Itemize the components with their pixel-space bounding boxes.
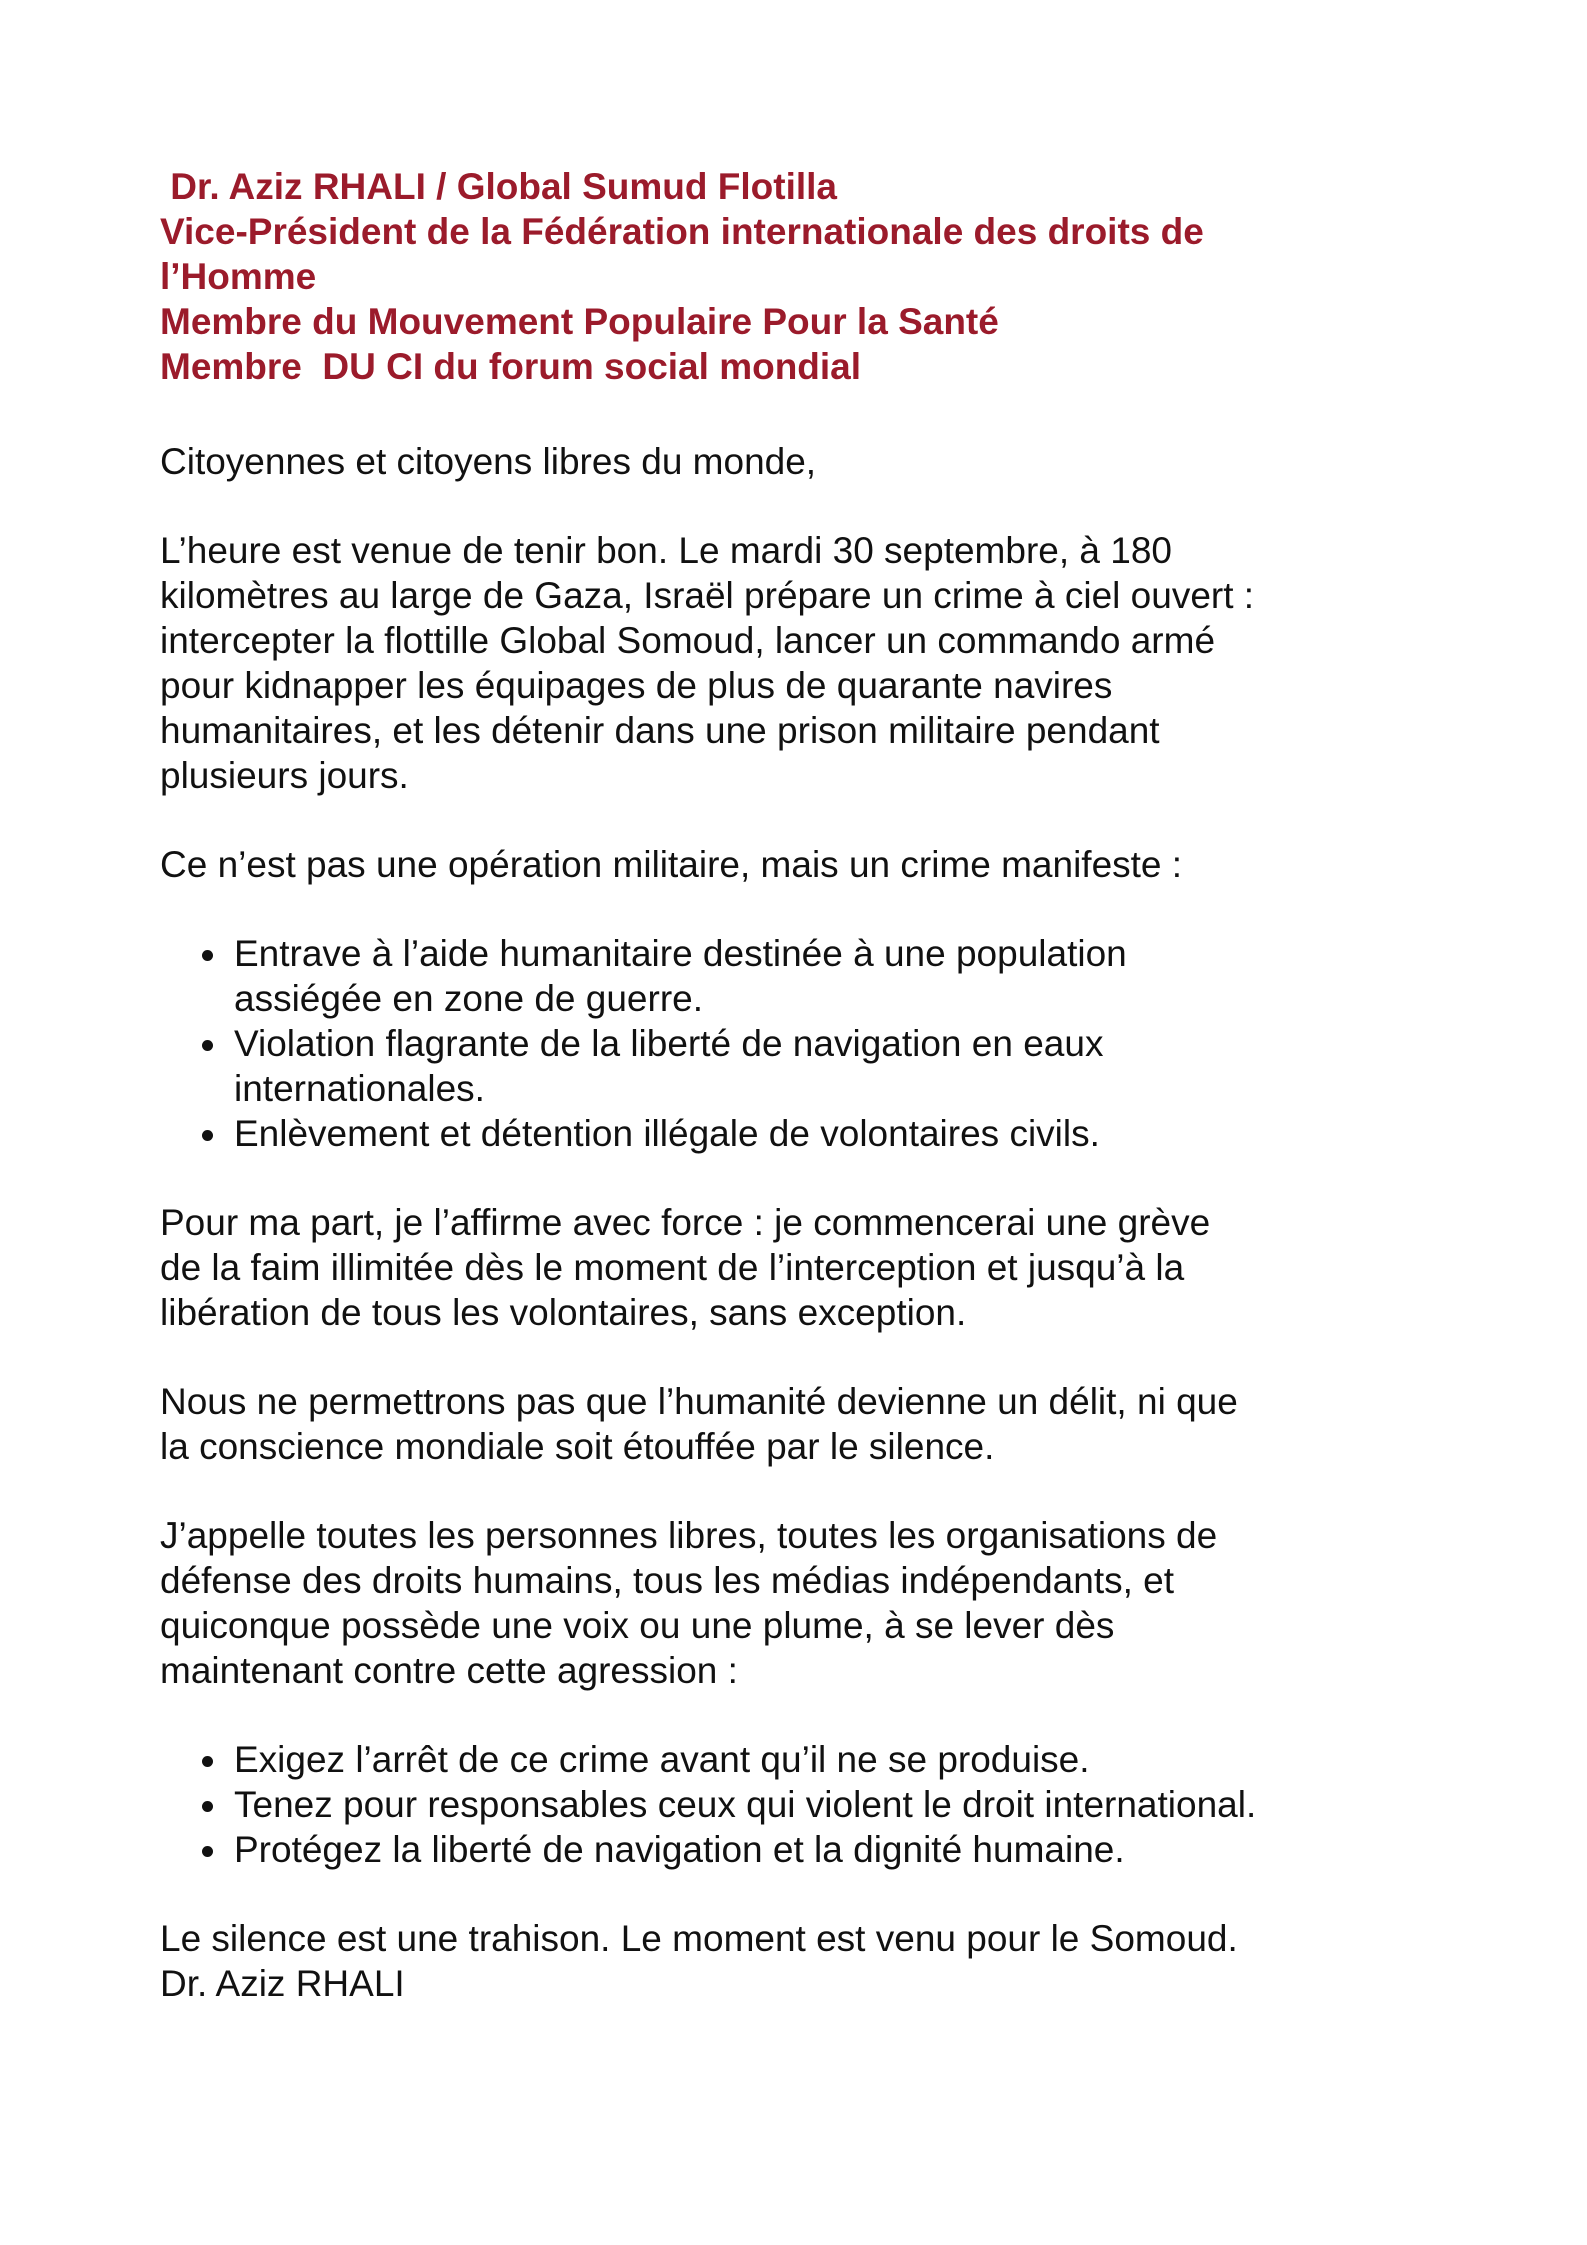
document-page (160, 164, 1460, 2006)
author-membership-line-2: Membre DU CI du forum social mondial (160, 346, 862, 387)
paragraph-call-to-action: J’appelle toutes les personnes libres, toutes les organisations de défense des droits humains, tous les médias indépendants, et quiconque possède une voix ou une plume, à se lever dès maintenant contre cette agression : (160, 1515, 1218, 1691)
closing-signature (160, 1916, 1460, 2006)
bullet-icon (202, 950, 213, 961)
bullet-icon (202, 1846, 213, 1857)
signature: Dr. Aziz RHALI (160, 1963, 405, 2004)
list-item: Tenez pour responsables ceux qui violent le droit international. (160, 1782, 1460, 1827)
demands-list (160, 1737, 1460, 1872)
greeting: Citoyennes et citoyens libres du monde, (160, 441, 817, 482)
paragraph-intro: L’heure est venue de tenir bon. Le mardi 30 septembre, à 180 kilomètres au large de Gaza, Israël prépare un crime à ciel ouvert : intercepter la flottille Global Somoud, lancer un commando armé pour kidnapper les équipages de plus de quarante navires humanitaires, et les détenir dans une prison militaire pendant plusieurs jours. (160, 530, 1255, 796)
author-membership-line: Membre du Mouvement Populaire Pour la Santé (160, 301, 999, 342)
author-title-line-cont: l’Homme (160, 256, 317, 297)
author-header (160, 164, 1460, 389)
bullet-icon (202, 1756, 213, 1767)
list-item: Violation flagrante de la liberté de navigation en eaux internationales. (160, 1021, 1460, 1111)
bullet-icon (202, 1130, 213, 1141)
paragraph-crime-statement: Ce n’est pas une opération militaire, mais un crime manifeste : (160, 844, 1183, 885)
author-title-line: Vice-Président de la Fédération internationale des droits de (160, 211, 1204, 252)
list-item: Entrave à l’aide humanitaire destinée à une population assiégée en zone de guerre. (160, 931, 1460, 1021)
list-item: Enlèvement et détention illégale de volontaires civils. (160, 1111, 1460, 1156)
bullet-icon (202, 1801, 213, 1812)
author-name-line: Dr. Aziz RHALI / Global Sumud Flotilla (160, 166, 837, 207)
bullet-icon (202, 1040, 213, 1051)
closing-line: Le silence est une trahison. Le moment est venu pour le Somoud. (160, 1918, 1238, 1959)
list-item: Exigez l’arrêt de ce crime avant qu’il ne se produise. (160, 1737, 1460, 1782)
paragraph-humanity: Nous ne permettrons pas que l’humanité devienne un délit, ni que la conscience mondiale soit étouffée par le silence. (160, 1381, 1238, 1467)
list-item: Protégez la liberté de navigation et la dignité humaine. (160, 1827, 1460, 1872)
paragraph-hunger-strike: Pour ma part, je l’affirme avec force : je commencerai une grève de la faim illimitée dès le moment de l’interception et jusqu’à la libération de tous les volontaires, sans exception. (160, 1202, 1211, 1333)
crime-list (160, 931, 1460, 1156)
